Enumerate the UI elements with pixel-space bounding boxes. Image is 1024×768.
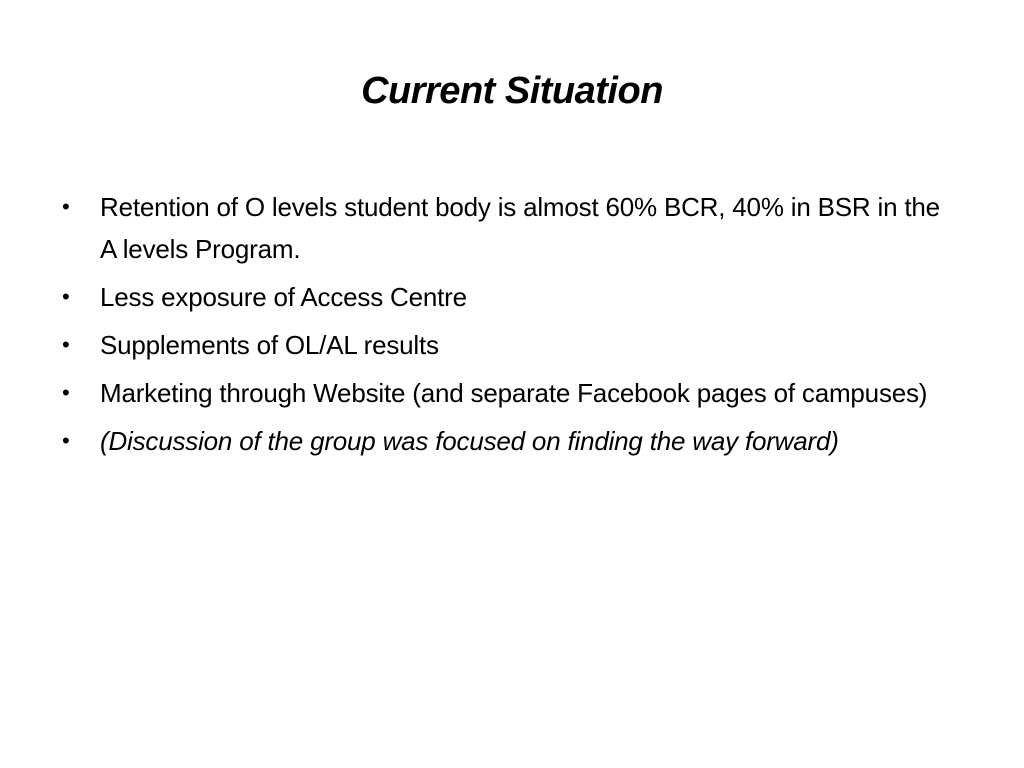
list-item [60,324,960,366]
bullet-text: Marketing through Website (and separate Facebook pages of campuses) [100,378,928,408]
list-item [60,372,960,414]
bullet-list [60,186,960,468]
bullet-text: (Discussion of the group was focused on finding the way forward) [100,426,839,456]
list-item [60,276,960,318]
bullet-icon: • [62,380,70,405]
bullet-icon: • [62,428,70,453]
bullet-icon: • [62,194,70,219]
bullet-icon: • [62,332,70,357]
slide-title: Current Situation [361,70,663,112]
bullet-text: Retention of O levels student body is almost 60% BCR, 40% in BSR in the A levels Program. [100,192,940,264]
bullet-text: Supplements of OL/AL results [100,330,439,360]
list-item [60,186,960,270]
bullet-text: Less exposure of Access Centre [100,282,467,312]
bullet-icon: • [62,284,70,309]
list-item [60,420,960,462]
